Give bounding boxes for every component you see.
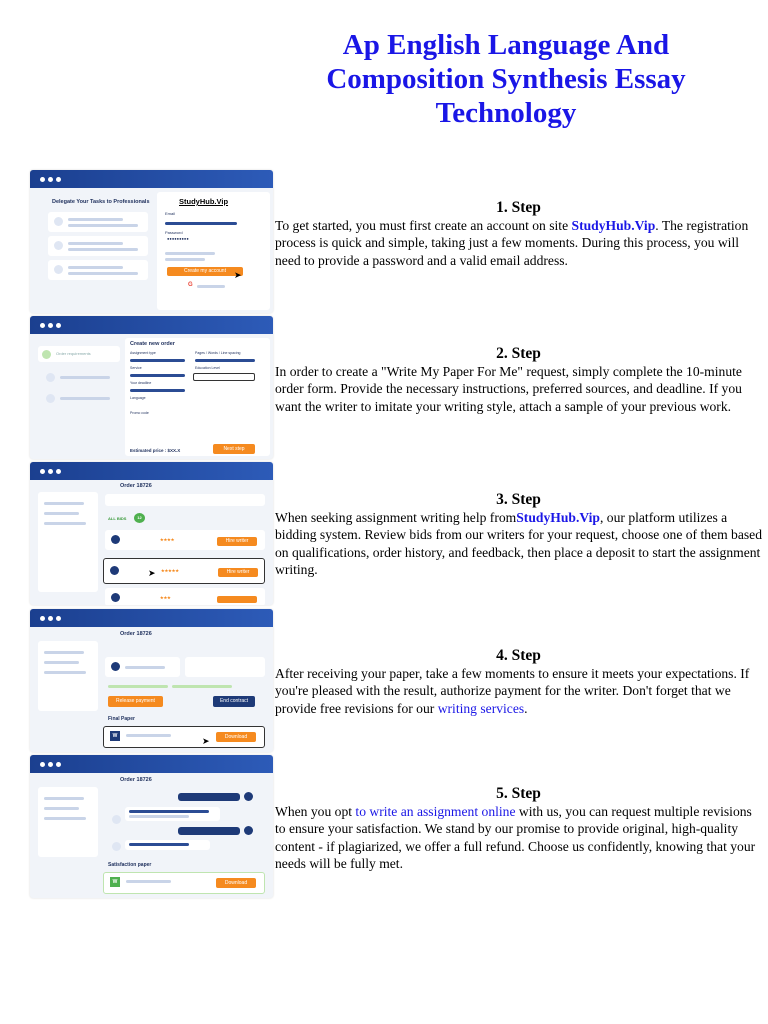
chat-bubble-in (125, 807, 220, 821)
hire-writer-button[interactable]: Hire writer (217, 537, 257, 546)
bids-count-badge: 12 (134, 513, 145, 523)
step-heading: 2. Step (496, 345, 541, 362)
chat-bubble-out (178, 793, 240, 801)
step-3 (30, 462, 762, 605)
window-dot-icon (40, 762, 45, 767)
order-form: Create new order Assignment type Pages / Words / Line spacing Service Education Level Your deadline Language Promo code Estimated price : $XX.X Next step (125, 338, 270, 456)
step-1-text (275, 198, 762, 269)
write-assignment-link[interactable]: to write an assignment online (355, 804, 516, 819)
window-dot-icon (56, 323, 61, 328)
title-line-3: Technology (435, 97, 577, 129)
hire-writer-button[interactable]: Hire writer (218, 568, 258, 577)
window-dot-icon (48, 616, 53, 621)
sidebar (38, 641, 98, 711)
step-description: When seeking assignment writing help fromStudyHub.Vip, our platform utilizes a bidding system. Review bids from our writers for your request, choose one of them based on qualifications, order history, and feedback, then place a deposit to start the assignment writing. (275, 510, 763, 577)
window-dot-icon (48, 469, 53, 474)
list-card (48, 260, 148, 280)
browser-bar (30, 609, 273, 627)
page-title (246, 28, 766, 130)
word-file-icon: W (110, 877, 120, 887)
side-item[interactable]: Order requirements (38, 346, 120, 362)
studyhub-link[interactable]: StudyHub.Vip (571, 218, 656, 233)
end-contract-button[interactable]: End contract (213, 696, 255, 707)
cursor-icon: ➤ (234, 271, 242, 281)
screenshot-heading: Delegate Your Tasks to Professionals (52, 199, 150, 205)
step-3-text (275, 490, 762, 578)
order-number: Order 18726 (120, 631, 152, 637)
chat-bubble-in (125, 840, 210, 850)
order-number: Order 18726 (120, 483, 152, 489)
password-field[interactable]: ●●●●●●●●● (167, 236, 189, 241)
final-paper-row (103, 726, 265, 748)
window-dot-icon (48, 323, 53, 328)
window-dot-icon (56, 177, 61, 182)
bid-row: ★★★ (105, 588, 265, 605)
satisfaction-paper-row (103, 872, 265, 894)
cursor-icon: ➤ (148, 569, 156, 579)
step-3-screenshot (30, 462, 273, 605)
download-button[interactable]: Download (216, 878, 256, 888)
bid-row-selected: ★★★★★ Hire writer ➤ (103, 558, 265, 584)
window-dot-icon (56, 616, 61, 621)
step-1 (30, 170, 762, 313)
title-line-2: Composition Synthesis Essay (326, 63, 686, 95)
step-heading: 3. Step (496, 491, 541, 508)
email-label: Email (165, 211, 176, 216)
step-5 (30, 755, 762, 898)
list-card (48, 212, 148, 232)
list-card (48, 236, 148, 256)
step-description: After receiving your paper, take a few moments to ensure it meets your expectations. If you're pleased with the result, authorize payment for the writer. Don't forget that we provide free revisions for our writing services. (275, 666, 750, 716)
window-dot-icon (48, 762, 53, 767)
window-dot-icon (56, 469, 61, 474)
window-dot-icon (56, 762, 61, 767)
create-account-button[interactable]: Create my account (167, 267, 243, 276)
bid-row: ★★★★ Hire writer (105, 530, 265, 550)
google-icon[interactable]: G (188, 282, 193, 288)
step-heading: 4. Step (496, 647, 541, 664)
window-dot-icon (40, 616, 45, 621)
sidebar (38, 787, 98, 857)
password-label: Password (165, 230, 183, 235)
satisfaction-paper-label: Satisfaction paper (108, 862, 152, 868)
signup-card (157, 192, 270, 310)
word-file-icon: W (110, 731, 120, 741)
step-5-text (275, 784, 762, 872)
order-number: Order 18726 (120, 777, 152, 783)
download-button[interactable]: Download (216, 732, 256, 742)
form-heading: Create new order (130, 341, 175, 347)
browser-bar (30, 170, 273, 188)
writing-services-link[interactable]: writing services (437, 700, 525, 716)
browser-bar (30, 462, 273, 480)
education-level-select[interactable] (193, 373, 255, 381)
step-description: When you opt to write an assignment online with us, you can request multiple revisions to ensure your satisfaction. We stand by our promise to provide original, high-quality content - if plagiarized, we offer a full refund. Choose us confidently, knowing that your needs will be fully met. (275, 804, 756, 871)
window-dot-icon (40, 469, 45, 474)
window-dot-icon (40, 323, 45, 328)
window-dot-icon (40, 177, 45, 182)
step-description: To get started, you must first create an account on site StudyHub.Vip. The registration process is quick and simple, taking just a few moments. During this process, you will need to provide a password and a valid email address. (275, 218, 749, 268)
writer-card (105, 657, 180, 677)
window-dot-icon (48, 177, 53, 182)
step-2 (30, 316, 762, 459)
chat-bubble-out (178, 827, 240, 835)
all-bids-label: ALL BIDS (108, 516, 127, 521)
step-5-screenshot (30, 755, 273, 898)
step-2-screenshot (30, 316, 273, 459)
title-line-1: Ap English Language And (342, 29, 670, 61)
next-step-button[interactable]: Next step (213, 444, 255, 454)
final-paper-label: Final Paper (108, 716, 135, 722)
browser-bar (30, 755, 273, 773)
brand-logo: StudyHub.Vip (179, 197, 229, 206)
step-4 (30, 609, 762, 752)
step-1-screenshot (30, 170, 273, 313)
cursor-icon: ➤ (202, 737, 210, 747)
step-4-screenshot (30, 609, 273, 752)
estimated-price: Estimated price : $XX.X (130, 448, 181, 453)
release-payment-button[interactable]: Release payment (108, 696, 163, 707)
step-2-text (275, 344, 762, 415)
studyhub-link[interactable]: StudyHub.Vip (516, 510, 600, 525)
step-heading: 1. Step (496, 199, 541, 216)
sidebar (38, 492, 98, 592)
browser-bar (30, 316, 273, 334)
step-heading: 5. Step (496, 785, 541, 802)
email-field[interactable] (165, 222, 237, 225)
step-4-text (275, 646, 762, 717)
step-description: In order to create a "Write My Paper For Me" request, simply complete the 10-minute order form. Provide the necessary instructions, preferred sources, and deadline. If you want the writer to imitate your writing style, attach a sample of your previous work. (275, 364, 742, 414)
